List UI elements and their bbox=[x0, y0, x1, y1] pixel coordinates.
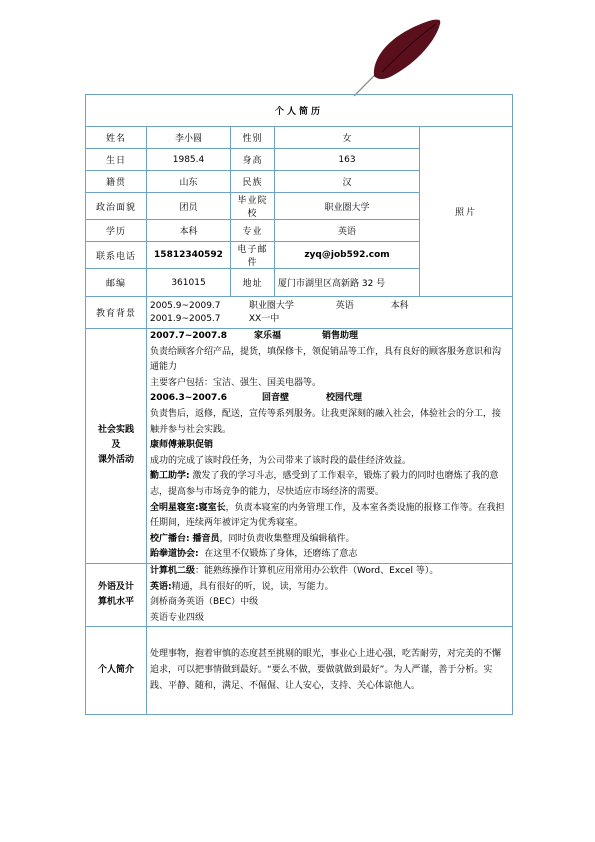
education-school: 职业圈大学 bbox=[248, 300, 294, 311]
phone-value: 15812340592 bbox=[147, 242, 231, 269]
ethnic-label: 民族 bbox=[231, 171, 275, 193]
kfc-heading: 康师傅兼职促销 bbox=[150, 440, 214, 451]
politics-label: 政治面貌 bbox=[86, 193, 147, 220]
computer-skill: 计算机二级：能熟练操作计算机应用常用办公软件（Word、Excel 等）。 bbox=[150, 565, 439, 576]
origin-label: 籍贯 bbox=[86, 171, 147, 193]
education-school: XX一中 bbox=[248, 313, 280, 324]
major-value: 英语 bbox=[275, 220, 420, 242]
education-degree: 本科 bbox=[390, 300, 409, 311]
gender-label: 性别 bbox=[231, 127, 275, 149]
email-value: zyq@job592.com bbox=[275, 242, 420, 269]
address-value: 厦门市湖里区高新路 32 号 bbox=[275, 269, 420, 297]
page-title: 个人简历 bbox=[86, 95, 513, 127]
address-label: 地址 bbox=[231, 269, 275, 297]
phone-label: 联系电话 bbox=[86, 242, 147, 269]
kfc-desc: 成功的完成了该时段任务，为公司带来了该时段的最佳经济效益。 bbox=[150, 455, 412, 466]
degree-label: 学历 bbox=[86, 220, 147, 242]
job2-desc: 负责售后，返修，配送，宣传等系列服务。让我更深刻的融入社会，体验社会的分工，接触并参与社会实践。 bbox=[150, 408, 502, 435]
major-label: 专业 bbox=[231, 220, 275, 242]
resume-table bbox=[85, 94, 513, 715]
profile-text: 处理事物，抱着审慎的态度甚至挑剔的眼光，事业心上进心强，吃苦耐劳，对完美的不懈追求，可以把事情做到最好。“要么不做，要做就做到最好”。为人严谨，善于分析。实践、平静、随和，满足、不倔倔、让人安心，支持、关心体谅他人。 bbox=[147, 627, 513, 715]
cet4-cert: 英语专业四级 bbox=[150, 612, 205, 623]
activities-label: 社会实践 及 课外活动 bbox=[86, 329, 147, 564]
politics-value: 团员 bbox=[147, 193, 231, 220]
height-value: 163 bbox=[275, 149, 420, 171]
skills-content bbox=[147, 563, 513, 626]
name-label: 姓名 bbox=[86, 127, 147, 149]
feather-quill-icon bbox=[352, 16, 442, 98]
zip-label: 邮编 bbox=[86, 269, 147, 297]
education-list bbox=[147, 297, 513, 329]
school-value: 职业圈大学 bbox=[275, 193, 420, 220]
profile-label: 个人简介 bbox=[86, 627, 147, 715]
study-item: 勤工助学: 激发了我的学习斗志，感受到了工作艰辛，锻炼了毅力的同时也磨炼了我的意志，提高参与市场竞争的能力，尽快适应市场经济的需要。 bbox=[150, 471, 499, 497]
zip-value: 361015 bbox=[147, 269, 231, 297]
gender-value: 女 bbox=[275, 127, 420, 149]
job1-desc: 负责给顾客介绍产品，提货，填保修卡，领促销品等工作，具有良好的顾客服务意识和沟通能力 bbox=[150, 346, 502, 373]
email-label: 电子邮件 bbox=[231, 242, 275, 269]
job2-heading: 2006.3~2007.6 回音壁 校园代理 bbox=[150, 393, 363, 404]
education-period: 2005.9~2009.7 bbox=[150, 300, 221, 311]
school-label: 毕业院校 bbox=[231, 193, 275, 220]
karate-item: 跆拳道协会: 在这里不仅锻炼了身体，还磨练了意志 bbox=[150, 549, 358, 560]
job1-clients: 主要客户包括：宝洁、强生、国美电器等。 bbox=[150, 377, 322, 388]
ethnic-value: 汉 bbox=[275, 171, 420, 193]
education-period: 2001.9~2005.7 bbox=[150, 313, 221, 324]
education-label: 教育背景 bbox=[86, 297, 147, 329]
photo-placeholder: 照片 bbox=[420, 127, 513, 297]
english-skill: 英语:精通，具有很好的听，说，读，写能力。 bbox=[150, 581, 334, 592]
education-major: 英语 bbox=[335, 300, 354, 311]
radio-item: 校广播台: 播音员，同时负责收集整理及编辑稿件。 bbox=[150, 533, 355, 544]
degree-value: 本科 bbox=[147, 220, 231, 242]
activities-content bbox=[147, 329, 513, 564]
education-row bbox=[150, 300, 509, 313]
origin-value: 山东 bbox=[147, 171, 231, 193]
education-row bbox=[150, 313, 509, 326]
job1-heading: 2007.7~2007.8 家乐福 销售助理 bbox=[150, 331, 359, 341]
bec-cert: 剑桥商务英语（BEC）中级 bbox=[150, 597, 259, 608]
dorm-item: 全明星寝室:寝室长，负责本寝室的内务管理工作，及本室各类设施的报修工作等。在我担任期间，连续两年被评定为优秀寝室。 bbox=[150, 502, 505, 529]
birth-value: 1985.4 bbox=[147, 149, 231, 171]
skills-label: 外语及计 算机水平 bbox=[86, 563, 147, 626]
name-value: 李小圆 bbox=[147, 127, 231, 149]
birth-label: 生日 bbox=[86, 149, 147, 171]
height-label: 身高 bbox=[231, 149, 275, 171]
